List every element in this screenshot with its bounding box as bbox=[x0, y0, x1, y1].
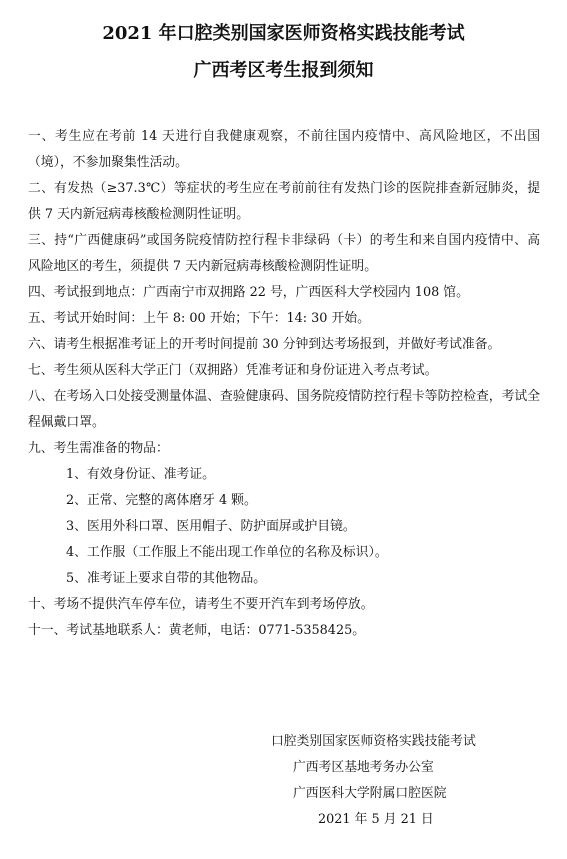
notice-item-1: 一、考生应在考前 14 天进行自我健康观察，不前往国内疫情中、高风险地区，不出国（境），不参加聚集性活动。 bbox=[28, 129, 540, 170]
notice-item-10: 十、考场不提供汽车停车位，请考生不要开汽车到考场停放。 bbox=[28, 597, 374, 612]
notice-item-11: 十一、考试基地联系人：黄老师，电话：0771-5358425。 bbox=[28, 623, 366, 638]
supply-item-3: 3、医用外科口罩、医用帽子、防护面屏或护目镜。 bbox=[66, 519, 356, 534]
page-subtitle: 广西考区考生报到须知 bbox=[193, 60, 374, 81]
signature-block bbox=[0, 729, 567, 833]
notice-item-9: 九、考生需准备的物品： bbox=[28, 441, 169, 456]
supply-item-4: 4、工作服（工作服上不能出现工作单位的名称及标识）。 bbox=[66, 545, 388, 560]
signature-date: 2021 年 5 月 21 日 bbox=[318, 812, 434, 827]
notice-item-8: 八、在考场入口处接受测量体温、查验健康码、国务院疫情防控行程卡等防控检查，考试全程佩戴口罩。 bbox=[28, 389, 540, 430]
page-title: 2021 年口腔类别国家医师资格实践技能考试 bbox=[102, 23, 465, 44]
signature-office: 广西考区基地考务办公室 bbox=[293, 760, 434, 775]
notice-item-4: 四、考试报到地点：广西南宁市双拥路 22 号，广西医科大学校园内 108 馆。 bbox=[28, 285, 469, 300]
notice-item-6: 六、请考生根据准考证上的开考时间提前 30 分钟到达考场报到，并做好考试准备。 bbox=[28, 337, 501, 352]
notice-item-7: 七、考生须从医科大学正门（双拥路）凭准考证和身份证进入考点考试。 bbox=[28, 363, 438, 378]
signature-exam-name: 口腔类别国家医师资格实践技能考试 bbox=[271, 734, 476, 749]
notice-list bbox=[28, 124, 540, 644]
notice-item-5: 五、考试开始时间：上午 8: 00 开始；下午：14: 30 开始。 bbox=[28, 311, 370, 326]
supply-item-2: 2、正常、完整的离体磨牙 4 颗。 bbox=[66, 493, 257, 508]
supply-item-1: 1、有效身份证、准考证。 bbox=[66, 467, 215, 482]
notice-item-2: 二、有发热（≥37.3℃）等症状的考生应在考前前往有发热门诊的医院排查新冠肺炎，提供 7 天内新冠病毒核酸检测阴性证明。 bbox=[28, 181, 540, 222]
notice-item-3: 三、持“广西健康码”或国务院疫情防控行程卡非绿码（卡）的考生和来自国内疫情中、高风险地区的考生，须提供 7 天内新冠病毒核酸检测阴性证明。 bbox=[28, 233, 540, 274]
supply-item-5: 5、准考证上要求自带的其他物品。 bbox=[66, 571, 267, 586]
signature-hospital: 广西医科大学附属口腔医院 bbox=[293, 786, 447, 801]
